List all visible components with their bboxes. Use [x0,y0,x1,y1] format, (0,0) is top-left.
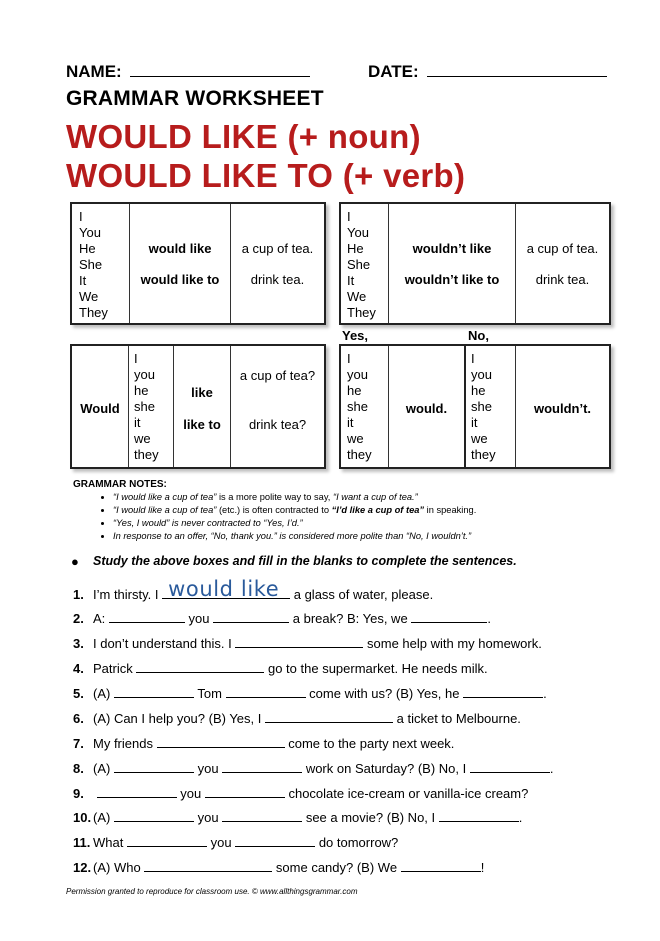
form-like: like [191,385,213,400]
form-would: would. [405,401,448,416]
question-5: 5. (A) Tom come with us? (B) Yes, he . [73,686,547,701]
question-2: 2. A: you a break? B: Yes, we . [73,611,491,626]
question-8: 8. (A) you work on Saturday? (B) No, I . [73,761,554,776]
note-2: • “I would like a cup of tea” (etc.) is often contracted to “I’d like a cup of tea” in speaking. [113,504,633,517]
form-wouldnt: wouldn’t. [533,401,592,416]
answer-blank[interactable] [205,786,285,798]
name-label: NAME: [66,62,122,81]
object-noun: a cup of tea. [526,241,599,256]
form-would-like: would like [148,241,212,256]
note-4: • In response to an offer, “No, thank you.” is considered more polite than “No, I wouldn’t.” [113,530,633,543]
answer-blank[interactable] [213,611,289,623]
object-noun: a cup of tea? [239,368,316,383]
note-1: • “I would like a cup of tea” is a more polite way to say, “I want a cup of tea.” [113,491,633,504]
yes-label: Yes, [342,328,369,343]
name-line[interactable] [130,62,310,77]
answer-blank[interactable] [114,761,194,773]
negative-box [339,202,611,325]
worksheet-label: GRAMMAR WORKSHEET [66,87,324,110]
question-11: 11. What you do tomorrow? [73,835,399,850]
form-would-like-to: would like to [140,272,220,287]
title-line-1: WOULD LIKE (+ noun) [66,118,421,155]
answer-blank[interactable] [226,686,306,698]
yes-pronoun-list: I you he she it we they [347,351,372,462]
answer-blank[interactable] [401,860,481,872]
form-wouldnt-like: wouldn’t like [412,241,492,256]
grammar-notes [73,491,633,543]
form-like-to: like to [183,417,221,432]
answer-blank[interactable] [463,686,543,698]
no-label: No, [468,328,489,343]
no-pronoun-list: I you he she it we they [471,351,496,462]
form-wouldnt-like-to: wouldn’t like to [404,272,500,287]
object-noun: a cup of tea. [241,241,314,256]
answer-blank-filled[interactable] [162,577,290,601]
date-field[interactable] [368,62,607,82]
question-9: 9. you chocolate ice-cream or vanilla-ice cream? [73,786,529,801]
date-label: DATE: [368,62,419,81]
instruction-bullet-icon: ● [71,554,79,569]
answer-blank[interactable] [157,736,285,748]
answer-blank[interactable] [109,611,185,623]
object-verb: drink tea? [248,417,307,432]
notes-title: GRAMMAR NOTES: [73,479,167,490]
question-12: 12. (A) Who some candy? (B) We ! [73,860,485,875]
answer-blank[interactable] [114,686,194,698]
answer-blank[interactable] [114,810,194,822]
answer-blank[interactable] [439,810,519,822]
object-verb: drink tea. [535,272,590,287]
answer-blank[interactable] [136,661,264,673]
pronoun-list: I You He She It We They [347,209,376,320]
pronoun-list: I You He She It We They [79,209,108,320]
answer-blank[interactable] [470,761,550,773]
footer-permission: Permission granted to reproduce for classroom use. © www.allthingsgrammar.com [66,887,358,896]
answer-blank[interactable] [222,810,302,822]
question-4: 4. Patrick go to the supermarket. He needs milk. [73,661,488,676]
answer-blank[interactable] [144,860,272,872]
question-box [70,344,326,469]
short-answer-box [339,344,611,469]
answer-blank[interactable] [97,786,177,798]
answer-blank[interactable] [127,835,207,847]
question-10: 10. (A) you see a movie? (B) No, I . [73,810,523,825]
date-line[interactable] [427,62,607,77]
pronoun-list: I you he she it we they [134,351,159,462]
answer-blank[interactable] [265,711,393,723]
answer-blank[interactable] [222,761,302,773]
answer-blank[interactable] [411,611,487,623]
affirmative-box [70,202,326,325]
answer-blank[interactable] [235,835,315,847]
note-3: • “Yes, I would” is never contracted to “Yes, I’d.” [113,517,633,530]
object-verb: drink tea. [250,272,305,287]
handwritten-answer: would like [168,577,280,601]
answer-blank[interactable] [235,636,363,648]
instruction: Study the above boxes and fill in the blanks to complete the sentences. [93,554,517,568]
question-6: 6. (A) Can I help you? (B) Yes, I a ticket to Melbourne. [73,711,521,726]
aux-would: Would [80,401,120,416]
question-1: 1. I’m thirsty. I would like a glass of water, please. [73,577,434,602]
question-3: 3. I don’t understand this. I some help with my homework. [73,636,542,651]
name-field[interactable] [66,62,310,82]
title-line-2: WOULD LIKE TO (+ verb) [66,157,466,194]
question-7: 7. My friends come to the party next week. [73,736,455,751]
